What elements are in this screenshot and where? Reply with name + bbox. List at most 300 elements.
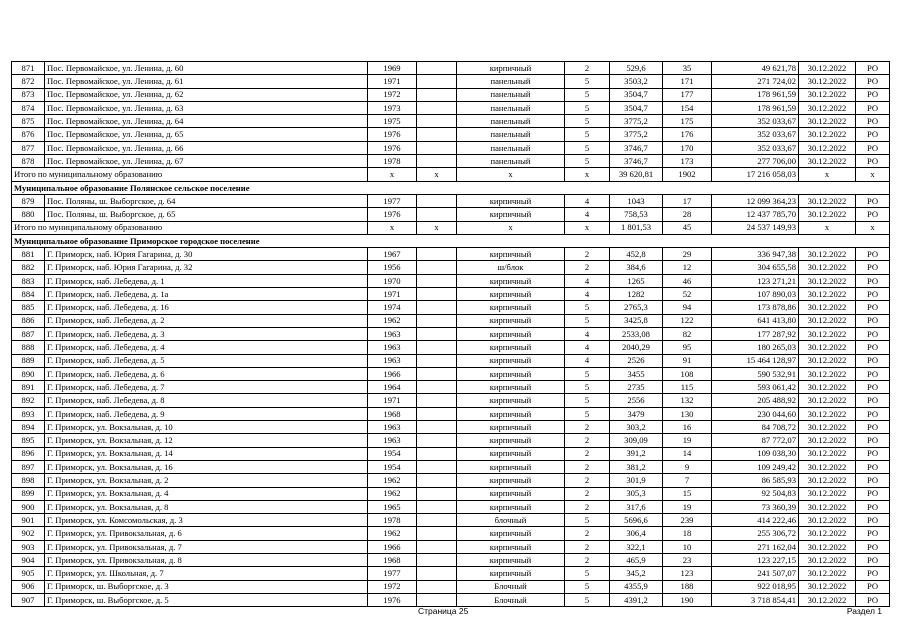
- material-cell: кирпичный: [457, 381, 565, 394]
- row-number: 893: [12, 407, 45, 420]
- material-cell: кирпичный: [457, 487, 565, 500]
- extra-cell: [417, 447, 457, 460]
- year-cell: 1975: [368, 115, 417, 128]
- residents-cell: 239: [663, 514, 712, 527]
- type-cell: РО: [856, 367, 890, 380]
- table-row: [12, 314, 890, 327]
- residents-cell: 171: [663, 75, 712, 88]
- floors-cell: 5: [565, 407, 610, 420]
- total-year-cell: х: [368, 221, 417, 234]
- type-cell: РО: [856, 540, 890, 553]
- date-cell: 30.12.2022: [799, 474, 856, 487]
- total-material-cell: х: [457, 221, 565, 234]
- year-cell: 1963: [368, 434, 417, 447]
- date-cell: 30.12.2022: [799, 407, 856, 420]
- table-row: [12, 593, 890, 606]
- address-cell: Г. Приморск, ул. Привокзальная, д. 6: [45, 527, 368, 540]
- date-cell: 30.12.2022: [799, 248, 856, 261]
- material-cell: кирпичный: [457, 288, 565, 301]
- extra-cell: [417, 88, 457, 101]
- floors-cell: 5: [565, 567, 610, 580]
- row-number: 901: [12, 514, 45, 527]
- row-number: 891: [12, 381, 45, 394]
- row-number: 887: [12, 327, 45, 340]
- table-row: [12, 500, 890, 513]
- row-number: 879: [12, 194, 45, 207]
- floors-cell: 2: [565, 62, 610, 75]
- floors-cell: 2: [565, 460, 610, 473]
- amount-cell: 590 532,91: [712, 367, 799, 380]
- material-cell: кирпичный: [457, 301, 565, 314]
- floors-cell: 2: [565, 421, 610, 434]
- year-cell: 1962: [368, 527, 417, 540]
- total-residents-cell: 1902: [663, 168, 712, 181]
- section-title: Муниципальное образование Полянское сельское поселение: [12, 181, 890, 194]
- residents-cell: 19: [663, 434, 712, 447]
- area-cell: 758,53: [610, 208, 663, 221]
- floors-cell: 4: [565, 354, 610, 367]
- residents-cell: 10: [663, 540, 712, 553]
- table-row: [12, 301, 890, 314]
- address-cell: Г. Приморск, ул. Вокзальная, д. 16: [45, 460, 368, 473]
- year-cell: 1977: [368, 194, 417, 207]
- floors-cell: 2: [565, 500, 610, 513]
- area-cell: 4391,2: [610, 593, 663, 606]
- floors-cell: 5: [565, 514, 610, 527]
- year-cell: 1976: [368, 128, 417, 141]
- type-cell: РО: [856, 261, 890, 274]
- date-cell: 30.12.2022: [799, 421, 856, 434]
- section-label: Раздел 1: [846, 606, 882, 616]
- type-cell: РО: [856, 593, 890, 606]
- floors-cell: 2: [565, 261, 610, 274]
- row-number: 892: [12, 394, 45, 407]
- total-material-cell: х: [457, 168, 565, 181]
- section-header-row: [12, 181, 890, 194]
- total-label: Итого по муниципальному образованию: [12, 168, 368, 181]
- amount-cell: 205 488,92: [712, 394, 799, 407]
- extra-cell: [417, 381, 457, 394]
- material-cell: блочный: [457, 514, 565, 527]
- extra-cell: [417, 101, 457, 114]
- date-cell: 30.12.2022: [799, 593, 856, 606]
- area-cell: 3479: [610, 407, 663, 420]
- material-cell: панельный: [457, 128, 565, 141]
- amount-cell: 277 706,00: [712, 155, 799, 168]
- table-row: [12, 580, 890, 593]
- address-cell: Г. Приморск, наб. Лебедева, д. 9: [45, 407, 368, 420]
- area-cell: 4355,9: [610, 580, 663, 593]
- date-cell: 30.12.2022: [799, 194, 856, 207]
- material-cell: кирпичный: [457, 248, 565, 261]
- total-amount-cell: 24 537 149,93: [712, 221, 799, 234]
- extra-cell: [417, 341, 457, 354]
- area-cell: 322,1: [610, 540, 663, 553]
- floors-cell: 5: [565, 580, 610, 593]
- section-title: Муниципальное образование Приморское городское поселение: [12, 234, 890, 247]
- year-cell: 1978: [368, 155, 417, 168]
- amount-cell: 49 621,78: [712, 62, 799, 75]
- floors-cell: 4: [565, 208, 610, 221]
- row-number: 873: [12, 88, 45, 101]
- material-cell: кирпичный: [457, 460, 565, 473]
- date-cell: 30.12.2022: [799, 394, 856, 407]
- table-row: [12, 540, 890, 553]
- material-cell: кирпичный: [457, 567, 565, 580]
- amount-cell: 123 271,21: [712, 274, 799, 287]
- material-cell: панельный: [457, 141, 565, 154]
- amount-cell: 87 772,07: [712, 434, 799, 447]
- residents-cell: 122: [663, 314, 712, 327]
- amount-cell: 641 413,80: [712, 314, 799, 327]
- address-cell: Г. Приморск, ул. Привокзальная, д. 8: [45, 553, 368, 566]
- address-cell: Пос. Первомайское, ул. Ленина, д. 66: [45, 141, 368, 154]
- area-cell: 381,2: [610, 460, 663, 473]
- row-number: 906: [12, 580, 45, 593]
- table-row: [12, 62, 890, 75]
- total-floors-cell: х: [565, 221, 610, 234]
- floors-cell: 5: [565, 75, 610, 88]
- extra-cell: [417, 141, 457, 154]
- housing-register-table: [11, 61, 890, 607]
- floors-cell: 5: [565, 141, 610, 154]
- table-row: [12, 88, 890, 101]
- address-cell: Г. Приморск, ул. Вокзальная, д. 2: [45, 474, 368, 487]
- material-cell: кирпичный: [457, 62, 565, 75]
- address-cell: Пос. Первомайское, ул. Ленина, д. 65: [45, 128, 368, 141]
- amount-cell: 241 507,07: [712, 567, 799, 580]
- amount-cell: 178 961,59: [712, 88, 799, 101]
- address-cell: Г. Приморск, ул. Вокзальная, д. 14: [45, 447, 368, 460]
- area-cell: 2526: [610, 354, 663, 367]
- year-cell: 1956: [368, 261, 417, 274]
- floors-cell: 5: [565, 115, 610, 128]
- date-cell: 30.12.2022: [799, 314, 856, 327]
- extra-cell: [417, 580, 457, 593]
- row-number: 884: [12, 288, 45, 301]
- area-cell: 3775,2: [610, 128, 663, 141]
- date-cell: 30.12.2022: [799, 354, 856, 367]
- year-cell: 1962: [368, 314, 417, 327]
- table-row: [12, 474, 890, 487]
- year-cell: 1965: [368, 500, 417, 513]
- area-cell: 391,2: [610, 447, 663, 460]
- table-row: [12, 487, 890, 500]
- type-cell: РО: [856, 394, 890, 407]
- material-cell: Блочный: [457, 593, 565, 606]
- area-cell: 3504,7: [610, 101, 663, 114]
- extra-cell: [417, 75, 457, 88]
- extra-cell: [417, 540, 457, 553]
- amount-cell: 92 504,83: [712, 487, 799, 500]
- type-cell: РО: [856, 327, 890, 340]
- table-row: [12, 394, 890, 407]
- area-cell: 3746,7: [610, 155, 663, 168]
- date-cell: 30.12.2022: [799, 500, 856, 513]
- residents-cell: 7: [663, 474, 712, 487]
- year-cell: 1954: [368, 447, 417, 460]
- row-number: 880: [12, 208, 45, 221]
- material-cell: панельный: [457, 88, 565, 101]
- type-cell: РО: [856, 447, 890, 460]
- material-cell: кирпичный: [457, 474, 565, 487]
- year-cell: 1964: [368, 381, 417, 394]
- amount-cell: 177 287,92: [712, 327, 799, 340]
- area-cell: 305,3: [610, 487, 663, 500]
- floors-cell: 5: [565, 301, 610, 314]
- extra-cell: [417, 274, 457, 287]
- extra-cell: [417, 421, 457, 434]
- amount-cell: 12 099 364,23: [712, 194, 799, 207]
- residents-cell: 15: [663, 487, 712, 500]
- date-cell: 30.12.2022: [799, 75, 856, 88]
- amount-cell: 180 265,03: [712, 341, 799, 354]
- residents-cell: 17: [663, 194, 712, 207]
- residents-cell: 16: [663, 421, 712, 434]
- total-extra-cell: х: [417, 168, 457, 181]
- amount-cell: 107 890,03: [712, 288, 799, 301]
- type-cell: РО: [856, 314, 890, 327]
- amount-cell: 336 947,38: [712, 248, 799, 261]
- type-cell: РО: [856, 141, 890, 154]
- row-number: 904: [12, 553, 45, 566]
- type-cell: РО: [856, 407, 890, 420]
- row-number: 899: [12, 487, 45, 500]
- material-cell: кирпичный: [457, 394, 565, 407]
- row-number: 877: [12, 141, 45, 154]
- residents-cell: 14: [663, 447, 712, 460]
- floors-cell: 2: [565, 447, 610, 460]
- material-cell: кирпичный: [457, 421, 565, 434]
- type-cell: РО: [856, 62, 890, 75]
- area-cell: 2556: [610, 394, 663, 407]
- year-cell: 1974: [368, 301, 417, 314]
- date-cell: 30.12.2022: [799, 327, 856, 340]
- date-cell: 30.12.2022: [799, 367, 856, 380]
- total-type-cell: х: [856, 221, 890, 234]
- year-cell: 1977: [368, 567, 417, 580]
- address-cell: Пос. Первомайское, ул. Ленина, д. 67: [45, 155, 368, 168]
- year-cell: 1973: [368, 101, 417, 114]
- table-row: [12, 288, 890, 301]
- row-number: 881: [12, 248, 45, 261]
- row-number: 875: [12, 115, 45, 128]
- address-cell: Г. Приморск, наб. Лебедева, д. 6: [45, 367, 368, 380]
- row-number: 882: [12, 261, 45, 274]
- table-row: [12, 115, 890, 128]
- extra-cell: [417, 527, 457, 540]
- year-cell: 1963: [368, 341, 417, 354]
- row-number: 905: [12, 567, 45, 580]
- material-cell: кирпичный: [457, 367, 565, 380]
- extra-cell: [417, 407, 457, 420]
- amount-cell: 109 038,30: [712, 447, 799, 460]
- amount-cell: 73 360,39: [712, 500, 799, 513]
- total-row: [12, 168, 890, 181]
- residents-cell: 188: [663, 580, 712, 593]
- area-cell: 529,6: [610, 62, 663, 75]
- address-cell: Г. Приморск, наб. Юрия Гагарина, д. 30: [45, 248, 368, 261]
- address-cell: Г. Приморск, ш. Выборгское, д. 5: [45, 593, 368, 606]
- row-number: 874: [12, 101, 45, 114]
- address-cell: Г. Приморск, наб. Лебедева, д. 3: [45, 327, 368, 340]
- date-cell: 30.12.2022: [799, 208, 856, 221]
- material-cell: кирпичный: [457, 194, 565, 207]
- floors-cell: 2: [565, 553, 610, 566]
- address-cell: Г. Приморск, наб. Лебедева, д. 4: [45, 341, 368, 354]
- address-cell: Г. Приморск, ул. Вокзальная, д. 4: [45, 487, 368, 500]
- type-cell: РО: [856, 553, 890, 566]
- row-number: 886: [12, 314, 45, 327]
- floors-cell: 5: [565, 381, 610, 394]
- address-cell: Г. Приморск, наб. Лебедева, д. 1а: [45, 288, 368, 301]
- year-cell: 1962: [368, 487, 417, 500]
- extra-cell: [417, 155, 457, 168]
- row-number: 902: [12, 527, 45, 540]
- row-number: 895: [12, 434, 45, 447]
- date-cell: 30.12.2022: [799, 261, 856, 274]
- type-cell: РО: [856, 434, 890, 447]
- amount-cell: 12 437 785,70: [712, 208, 799, 221]
- address-cell: Г. Приморск, наб. Лебедева, д. 7: [45, 381, 368, 394]
- extra-cell: [417, 301, 457, 314]
- floors-cell: 4: [565, 327, 610, 340]
- extra-cell: [417, 500, 457, 513]
- date-cell: 30.12.2022: [799, 288, 856, 301]
- table-row: [12, 327, 890, 340]
- type-cell: РО: [856, 341, 890, 354]
- residents-cell: 170: [663, 141, 712, 154]
- year-cell: 1966: [368, 540, 417, 553]
- year-cell: 1967: [368, 248, 417, 261]
- type-cell: РО: [856, 274, 890, 287]
- table-row: [12, 527, 890, 540]
- material-cell: кирпичный: [457, 553, 565, 566]
- address-cell: Пос. Первомайское, ул. Ленина, д. 64: [45, 115, 368, 128]
- address-cell: Г. Приморск, ул. Вокзальная, д. 12: [45, 434, 368, 447]
- table-row: [12, 381, 890, 394]
- table-row: [12, 367, 890, 380]
- residents-cell: 18: [663, 527, 712, 540]
- date-cell: 30.12.2022: [799, 514, 856, 527]
- material-cell: ш/блок: [457, 261, 565, 274]
- row-number: 903: [12, 540, 45, 553]
- amount-cell: 352 033,67: [712, 128, 799, 141]
- type-cell: РО: [856, 288, 890, 301]
- date-cell: 30.12.2022: [799, 540, 856, 553]
- row-number: 885: [12, 301, 45, 314]
- date-cell: 30.12.2022: [799, 101, 856, 114]
- row-number: 889: [12, 354, 45, 367]
- floors-cell: 5: [565, 128, 610, 141]
- area-cell: 2533,08: [610, 327, 663, 340]
- amount-cell: 230 044,60: [712, 407, 799, 420]
- date-cell: 30.12.2022: [799, 155, 856, 168]
- area-cell: 1265: [610, 274, 663, 287]
- extra-cell: [417, 261, 457, 274]
- date-cell: 30.12.2022: [799, 580, 856, 593]
- residents-cell: 115: [663, 381, 712, 394]
- residents-cell: 95: [663, 341, 712, 354]
- date-cell: 30.12.2022: [799, 301, 856, 314]
- date-cell: 30.12.2022: [799, 553, 856, 566]
- floors-cell: 2: [565, 487, 610, 500]
- type-cell: РО: [856, 115, 890, 128]
- table-row: [12, 194, 890, 207]
- date-cell: 30.12.2022: [799, 487, 856, 500]
- extra-cell: [417, 354, 457, 367]
- table-row: [12, 341, 890, 354]
- date-cell: 30.12.2022: [799, 447, 856, 460]
- table-row: [12, 155, 890, 168]
- date-cell: 30.12.2022: [799, 141, 856, 154]
- residents-cell: 132: [663, 394, 712, 407]
- amount-cell: 109 249,42: [712, 460, 799, 473]
- year-cell: 1954: [368, 460, 417, 473]
- area-cell: 3504,7: [610, 88, 663, 101]
- type-cell: РО: [856, 381, 890, 394]
- material-cell: кирпичный: [457, 527, 565, 540]
- extra-cell: [417, 434, 457, 447]
- material-cell: кирпичный: [457, 314, 565, 327]
- amount-cell: 173 878,86: [712, 301, 799, 314]
- extra-cell: [417, 474, 457, 487]
- material-cell: панельный: [457, 101, 565, 114]
- material-cell: кирпичный: [457, 274, 565, 287]
- total-amount-cell: 17 216 058,03: [712, 168, 799, 181]
- floors-cell: 4: [565, 274, 610, 287]
- type-cell: РО: [856, 194, 890, 207]
- row-number: 872: [12, 75, 45, 88]
- address-cell: Пос. Первомайское, ул. Ленина, д. 60: [45, 62, 368, 75]
- address-cell: Г. Приморск, наб. Лебедева, д. 5: [45, 354, 368, 367]
- row-number: 898: [12, 474, 45, 487]
- year-cell: 1972: [368, 88, 417, 101]
- row-number: 894: [12, 421, 45, 434]
- type-cell: РО: [856, 580, 890, 593]
- amount-cell: 84 708,72: [712, 421, 799, 434]
- material-cell: кирпичный: [457, 354, 565, 367]
- address-cell: Г. Приморск, наб. Юрия Гагарина, д. 32: [45, 261, 368, 274]
- material-cell: кирпичный: [457, 500, 565, 513]
- floors-cell: 5: [565, 314, 610, 327]
- residents-cell: 177: [663, 88, 712, 101]
- date-cell: 30.12.2022: [799, 341, 856, 354]
- date-cell: 30.12.2022: [799, 567, 856, 580]
- area-cell: 1282: [610, 288, 663, 301]
- total-date-cell: х: [799, 168, 856, 181]
- amount-cell: 352 033,67: [712, 115, 799, 128]
- amount-cell: 178 961,59: [712, 101, 799, 114]
- area-cell: 3425,8: [610, 314, 663, 327]
- amount-cell: 922 018,95: [712, 580, 799, 593]
- extra-cell: [417, 394, 457, 407]
- type-cell: РО: [856, 567, 890, 580]
- address-cell: Г. Приморск, ул. Комсомольская, д. 3: [45, 514, 368, 527]
- extra-cell: [417, 208, 457, 221]
- type-cell: РО: [856, 75, 890, 88]
- area-cell: 301,9: [610, 474, 663, 487]
- row-number: 888: [12, 341, 45, 354]
- amount-cell: 352 033,67: [712, 141, 799, 154]
- amount-cell: 86 585,93: [712, 474, 799, 487]
- material-cell: панельный: [457, 115, 565, 128]
- floors-cell: 2: [565, 474, 610, 487]
- row-number: 897: [12, 460, 45, 473]
- type-cell: РО: [856, 460, 890, 473]
- total-year-cell: х: [368, 168, 417, 181]
- total-date-cell: х: [799, 221, 856, 234]
